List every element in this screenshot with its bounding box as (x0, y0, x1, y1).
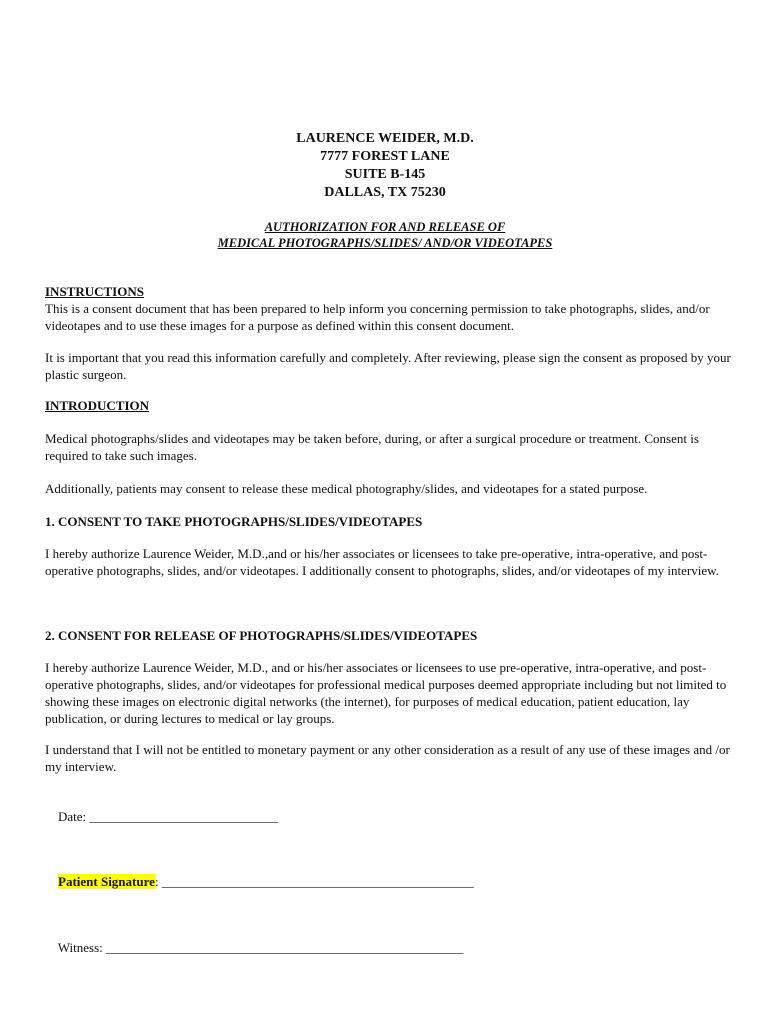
date-label: Date: (58, 809, 90, 824)
section-2-paragraph-2-block (45, 741, 735, 775)
city-state-zip: DALLAS, TX 75230 (324, 185, 446, 200)
instructions-heading: INSTRUCTIONS (45, 284, 144, 299)
letterhead (0, 130, 770, 202)
instructions-paragraph-2: It is important that you read this information carefully and completely. After reviewing, please sign the consent as proposed by your plastic surgeon. (45, 350, 731, 382)
street-address: 7777 FOREST LANE (320, 149, 450, 164)
patient-signature-label: Patient Signature (58, 874, 155, 889)
instructions-paragraph-1: This is a consent document that has been prepared to help inform you concerning permission to take photographs, slides, and/or videotapes and to use these images for a purpose as defined within this consent document. (45, 301, 710, 333)
section-1-heading-block (45, 513, 735, 530)
introduction-section (45, 397, 735, 414)
section-2-paragraph-2: I understand that I will not be entitled to monetary payment or any other consideration as a result of any use of these images and /or my interview. (45, 742, 730, 774)
introduction-paragraph-1: Medical photographs/slides and videotapes may be taken before, during, or after a surgical procedure or treatment. Consent is required to take such images. (45, 431, 699, 463)
section-2-heading: 2. CONSENT FOR RELEASE OF PHOTOGRAPHS/SLIDES/VIDEOTAPES (45, 628, 478, 643)
introduction-heading: INTRODUCTION (45, 398, 150, 413)
section-1-paragraph: I hereby authorize Laurence Weider, M.D.,and or his/her associates or licensees to take pre-operative, intra-operative, and post-operative photographs, slides, and/or videotapes. I additionally consent to photographs, slides, and/or videotapes of my interview. (45, 546, 719, 578)
date-field[interactable] (45, 791, 735, 842)
suite: SUITE B-145 (344, 167, 426, 182)
witness-blank-line[interactable]: _______________________________________________________ (106, 940, 464, 955)
date-blank-line[interactable]: _____________________________ (89, 809, 278, 824)
introduction-paragraph-2-block (45, 480, 735, 497)
patient-signature-blank-line[interactable]: : ________________________________________________ (154, 874, 474, 889)
document-title (0, 219, 770, 251)
title-line-1: AUTHORIZATION FOR AND RELEASE OF (264, 220, 506, 234)
instructions-paragraph-2-block (45, 349, 735, 383)
witness-field[interactable] (45, 922, 735, 973)
section-1-paragraph-block (45, 545, 735, 579)
instructions-section (45, 283, 735, 334)
introduction-paragraph-2: Additionally, patients may consent to release these medical photography/slides, and videotapes for a stated purpose. (45, 481, 648, 496)
witness-label: Witness: (57, 940, 106, 955)
patient-signature-field[interactable] (45, 856, 735, 907)
introduction-paragraph-1-block (45, 430, 735, 464)
section-1-heading: 1. CONSENT TO TAKE PHOTOGRAPHS/SLIDES/VIDEOTAPES (45, 514, 423, 529)
section-2-paragraph-1-block (45, 659, 735, 727)
section-2-heading-block (45, 627, 735, 644)
physician-name: LAURENCE WEIDER, M.D. (296, 131, 474, 146)
section-2-paragraph-1: I hereby authorize Laurence Weider, M.D., and or his/her associates or licensees to use pre-operative, intra-operative, and post-operative photographs, slides, and/or videotapes for professional medical purposes deemed appropriate including but not limited to showing these images on electronic digital networks (the internet), for purposes of medical education, patient education, lay publication, or during lectures to medical or lay groups. (45, 660, 727, 726)
title-line-2: MEDICAL PHOTOGRAPHS/SLIDES/ AND/OR VIDEOTAPES (217, 236, 553, 250)
